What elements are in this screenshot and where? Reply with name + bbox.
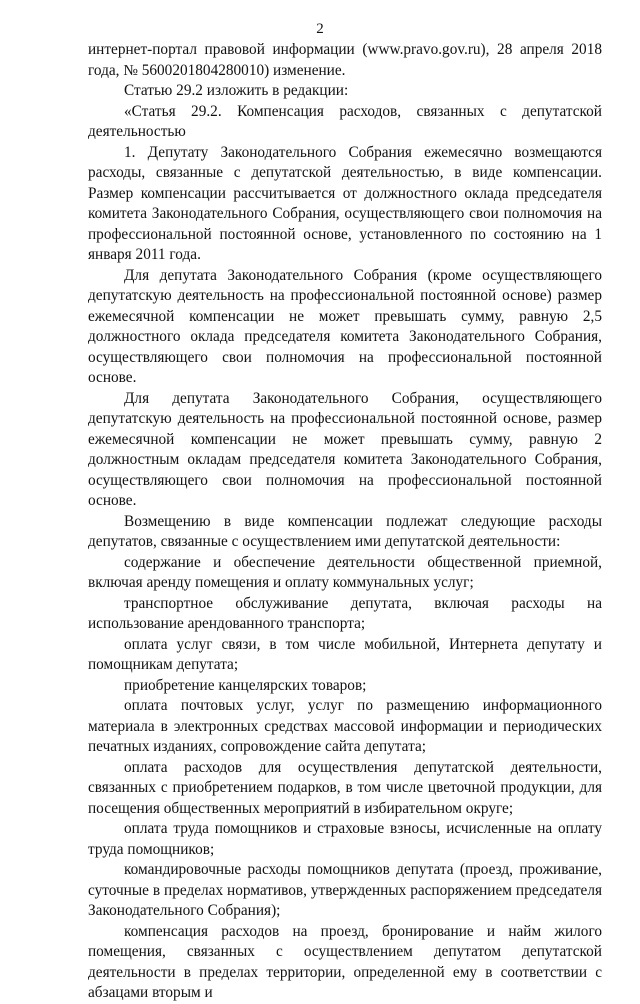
paragraph-article-instruction: Статью 29.2 изложить в редакции: <box>124 82 349 99</box>
paragraph-item-1: 1. Депутату Законодательного Собрания ежемесячно возмещаются расходы, связанные с депутатской деятельностью, в виде компенсации. Размер компенсации рассчитывается от должностного оклада председателя комитета Законодательного Собрания, осуществляющего свои полномочия на профессиональной постоянной основе, установленного по состоянию на 1 января 2011 года. <box>88 143 602 263</box>
list-item: оплата услуг связи, в том числе мобильной, Интернета депутату и помощникам депутата; <box>88 635 602 673</box>
document-body <box>88 40 602 1004</box>
paragraph-article-title: «Статья 29.2. Компенсация расходов, связанных с депутатской деятельностью <box>88 102 602 140</box>
paragraph-reimbursable-intro: Возмещению в виде компенсации подлежат следующие расходы депутатов, связанные с осуществлением ими депутатской деятельности: <box>88 512 602 550</box>
list-item: оплата труда помощников и страховые взносы, исчисленные на оплату труда помощников; <box>88 820 602 858</box>
list-item: оплата расходов для осуществления депутатской деятельности, связанных с приобретением подарков, в том числе цветочной продукции, для посещения общественных мероприятий в избирательном округе; <box>88 758 602 817</box>
list-item: командировочные расходы помощников депутата (проезд, проживание, суточные в пределах нормативов, утвержденных распоряжением председателя Законодательного Собрания); <box>88 861 602 919</box>
list-item: компенсация расходов на проезд, бронирование и найм жилого помещения, связанных с осуществлением депутатом депутатской деятельности в пределах территории, определенной ему в соответствии с абзацами вторым и <box>88 922 602 1001</box>
list-item: приобретение канцелярских товаров; <box>124 676 367 694</box>
page-number: 2 <box>316 21 324 37</box>
list-item: содержание и обеспечение деятельности общественной приемной, включая аренду помещения и оплату коммунальных услуг; <box>88 553 602 591</box>
paragraph-non-professional-limit: Для депутата Законодательного Собрания (кроме осуществляющего депутатскую деятельность на профессиональной постоянной основе) размер ежемесячной компенсации не может превышать сумму, равную 2,5 должностного оклада председателя комитета Законодательного Собрания, осуществляющего свои полномочия на профессиональной постоянной основе. <box>88 266 602 386</box>
list-item: транспортное обслуживание депутата, включая расходы на использование арендованного транспорта; <box>88 594 602 632</box>
paragraph-continuation: интернет-портал правовой информации (www.pravo.gov.ru), 28 апреля 2018 года, № 5600201804280010) изменение. <box>88 41 602 79</box>
list-item: оплата почтовых услуг, услуг по размещению информационного материала в электронных средствах массовой информации и периодических печатных изданиях, сопровождение сайта депутата; <box>88 697 602 755</box>
paragraph-professional-limit: Для депутата Законодательного Собрания, осуществляющего депутатскую деятельность на профессиональной постоянной основе, размер ежемесячной компенсации не может превышать сумму, равную 2 должностным окладам председателя комитета Законодательного Собрания, осуществляющего свои полномочия на профессиональной постоянной основе. <box>88 389 602 509</box>
